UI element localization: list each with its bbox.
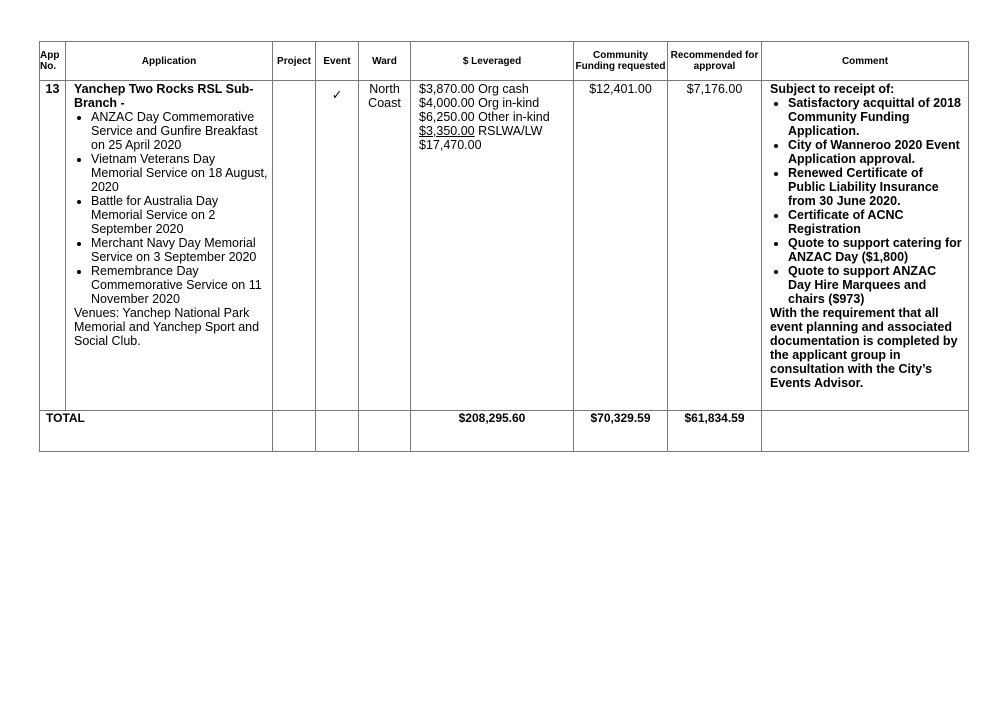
list-item: • Battle for Australia Day Memorial Service on 2 September 2020 xyxy=(91,194,270,236)
total-ward-cell xyxy=(359,411,411,452)
ward-cell: North Coast xyxy=(359,81,411,411)
total-comment-cell xyxy=(762,411,969,452)
header-application: Application xyxy=(66,42,273,81)
total-community-funding: $70,329.59 xyxy=(574,411,668,452)
project-cell xyxy=(273,81,316,411)
event-list xyxy=(74,110,270,306)
comment-footer: With the requirement that all event planning and associated documentation is completed by the applicant group in consultation with the City’s Events Advisor. xyxy=(770,306,958,390)
comment-list xyxy=(770,96,962,306)
list-item: • Quote to support ANZAC Day Hire Marquees and chairs ($973) xyxy=(788,264,962,306)
venues-text: Venues: Yanchep National Park Memorial and Yanchep Sport and Social Club. xyxy=(74,306,260,348)
list-item: • Satisfactory acquittal of 2018 Community Funding Application. xyxy=(788,96,962,138)
list-item: • Quote to support catering for ANZAC Day ($1,800) xyxy=(788,236,962,264)
list-item: • City of Wanneroo 2020 Event Application approval. xyxy=(788,138,962,166)
event-cell xyxy=(316,81,359,411)
header-recommended: Recommended for approval xyxy=(668,42,762,81)
app-number: 13 xyxy=(40,81,66,411)
leveraged-total: $17,470.00 xyxy=(419,138,482,152)
list-item: • Vietnam Veterans Day Memorial Service on 18 August, 2020 xyxy=(91,152,270,194)
total-label: TOTAL xyxy=(40,411,273,452)
list-item: • Certificate of ACNC Registration xyxy=(788,208,962,236)
total-row xyxy=(40,411,969,452)
header-app-no: App No. xyxy=(40,42,66,81)
comment-heading: Subject to receipt of: xyxy=(770,82,895,96)
leveraged-line: $3,870.00 Org cash xyxy=(419,82,529,96)
leveraged-cell xyxy=(411,81,574,411)
leveraged-line: $3,350.00 RSLWA/LW xyxy=(419,124,543,138)
list-item: • Remembrance Day Commemorative Service on 11 November 2020 xyxy=(91,264,270,306)
header-leveraged: $ Leveraged xyxy=(411,42,574,81)
application-title: Yanchep Two Rocks RSL Sub-Branch - xyxy=(74,82,254,110)
total-project-cell xyxy=(273,411,316,452)
header-community-funding: Community Funding requested xyxy=(574,42,668,81)
community-funding-value: $12,401.00 xyxy=(574,81,668,411)
recommended-value: $7,176.00 xyxy=(668,81,762,411)
total-event-cell xyxy=(316,411,359,452)
list-item: • ANZAC Day Commemorative Service and Gunfire Breakfast on 25 April 2020 xyxy=(91,110,270,152)
list-item: • Renewed Certificate of Public Liability Insurance from 30 June 2020. xyxy=(788,166,962,208)
checkmark-icon: ✓ xyxy=(331,88,343,102)
header-ward: Ward xyxy=(359,42,411,81)
total-recommended: $61,834.59 xyxy=(668,411,762,452)
header-project: Project xyxy=(273,42,316,81)
total-leveraged: $208,295.60 xyxy=(411,411,574,452)
list-item: • Merchant Navy Day Memorial Service on 3 September 2020 xyxy=(91,236,270,264)
comment-cell xyxy=(762,81,969,411)
leveraged-line: $4,000.00 Org in-kind xyxy=(419,96,540,110)
header-comment: Comment xyxy=(762,42,969,81)
table-row xyxy=(40,81,969,411)
header-row xyxy=(40,42,969,81)
funding-table xyxy=(39,41,969,452)
header-event: Event xyxy=(316,42,359,81)
application-cell xyxy=(66,81,273,411)
leveraged-line: $6,250.00 Other in-kind xyxy=(419,110,550,124)
